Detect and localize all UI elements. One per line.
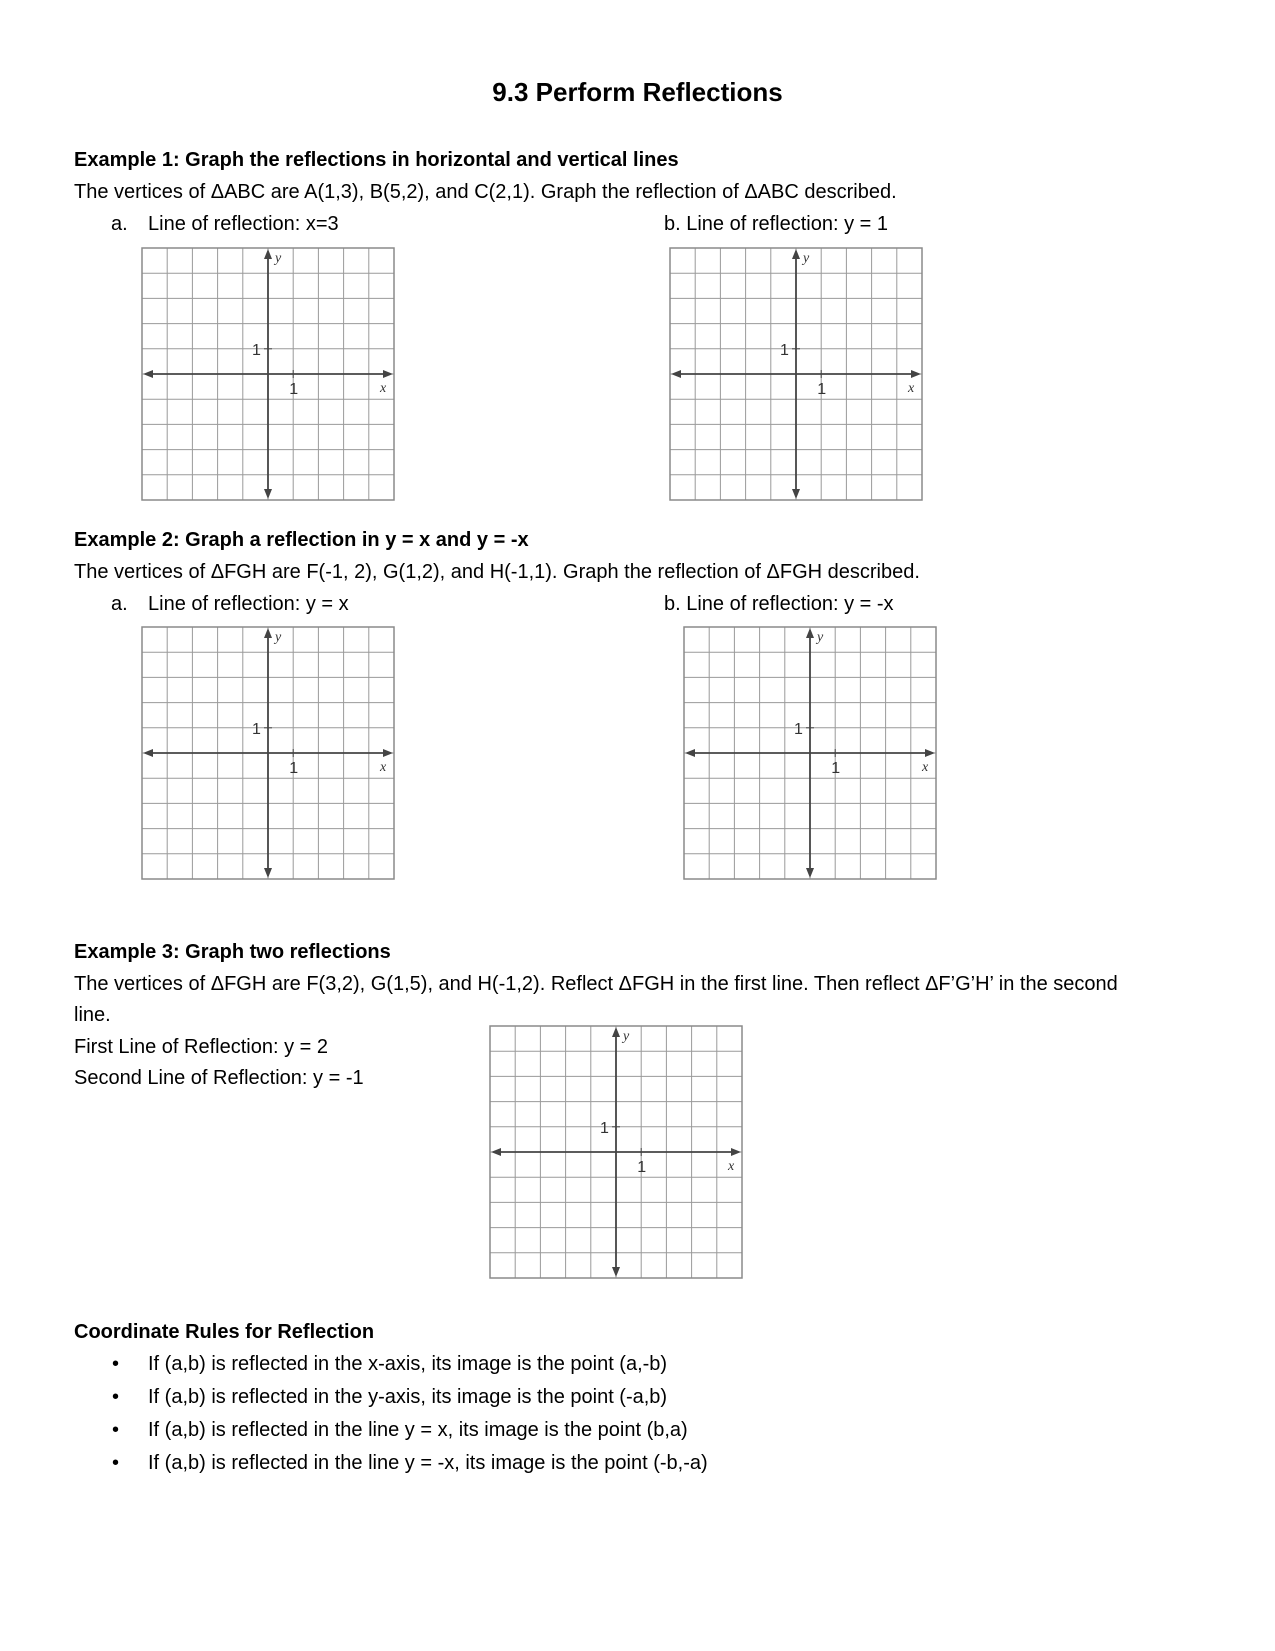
y-axis-label: y bbox=[803, 251, 810, 266]
x-axis-arrow-right-icon bbox=[383, 749, 393, 757]
example-3-text-line-2: line. bbox=[74, 1004, 111, 1026]
example-1-text: The vertices of ΔABC are A(1,3), B(5,2), and C(2,1). Graph the reflection of ΔABC described. bbox=[74, 181, 897, 203]
x-tick-label: 1 bbox=[831, 760, 841, 777]
coordinate-grid-1b[interactable] bbox=[670, 248, 922, 500]
x-axis-label: x bbox=[908, 381, 915, 396]
example-2-heading: Example 2: Graph a reflection in y = x and y = -x bbox=[74, 529, 529, 551]
example-2a-marker: a. bbox=[111, 593, 128, 615]
bullet-icon: • bbox=[112, 1452, 120, 1474]
rule-item-y-equals-neg-x: If (a,b) is reflected in the line y = -x, its image is the point (-b,-a) bbox=[148, 1452, 708, 1474]
x-axis-arrow-right-icon bbox=[911, 370, 921, 378]
rule-item-y-equals-x: If (a,b) is reflected in the line y = x, its image is the point (b,a) bbox=[148, 1419, 688, 1441]
x-tick-label: 1 bbox=[817, 381, 827, 398]
y-axis-arrow-down-icon bbox=[612, 1267, 620, 1277]
y-axis-arrow-up-icon bbox=[612, 1027, 620, 1037]
y-axis-arrow-down-icon bbox=[792, 489, 800, 499]
y-axis-arrow-down-icon bbox=[264, 868, 272, 878]
y-axis-label: y bbox=[817, 630, 824, 645]
y-tick-label: 1 bbox=[794, 720, 803, 738]
rule-item-y-axis: If (a,b) is reflected in the y-axis, its image is the point (-a,b) bbox=[148, 1386, 668, 1408]
x-tick-label: 1 bbox=[637, 1159, 647, 1176]
example-1a-label: Line of reflection: x=3 bbox=[148, 213, 339, 235]
x-axis-label: x bbox=[380, 760, 387, 775]
y-tick-label: 1 bbox=[252, 341, 261, 359]
example-2a-label: Line of reflection: y = x bbox=[148, 593, 349, 615]
coordinate-grid-3[interactable] bbox=[490, 1026, 742, 1278]
x-axis-label: x bbox=[380, 381, 387, 396]
y-tick-label: 1 bbox=[252, 720, 261, 738]
rule-item-x-axis: If (a,b) is reflected in the x-axis, its image is the point (a,-b) bbox=[148, 1353, 668, 1375]
y-axis-label: y bbox=[275, 251, 282, 266]
example-2-text: The vertices of ΔFGH are F(-1, 2), G(1,2), and H(-1,1). Graph the reflection of ΔFGH described. bbox=[74, 561, 920, 583]
y-axis-arrow-up-icon bbox=[264, 249, 272, 259]
example-1a-marker: a. bbox=[111, 213, 128, 235]
coordinate-grid-2a[interactable] bbox=[142, 627, 394, 879]
example-3-text-line-1: The vertices of ΔFGH are F(3,2), G(1,5), and H(-1,2). Reflect ΔFGH in the first line. Then reflect ΔF’G’H’ in the second bbox=[74, 973, 1118, 995]
y-axis-arrow-up-icon bbox=[792, 249, 800, 259]
example-1-heading: Example 1: Graph the reflections in horizontal and vertical lines bbox=[74, 149, 679, 171]
x-axis-arrow-right-icon bbox=[383, 370, 393, 378]
y-axis-arrow-up-icon bbox=[264, 628, 272, 638]
page-title: 9.3 Perform Reflections bbox=[492, 77, 783, 107]
y-axis-arrow-down-icon bbox=[264, 489, 272, 499]
y-axis-arrow-down-icon bbox=[806, 868, 814, 878]
x-tick-label: 1 bbox=[289, 381, 299, 398]
x-axis-arrow-left-icon bbox=[143, 370, 153, 378]
example-2b-label: b. Line of reflection: y = -x bbox=[664, 593, 894, 615]
x-axis-arrow-left-icon bbox=[685, 749, 695, 757]
y-tick-label: 1 bbox=[600, 1119, 609, 1137]
coordinate-grid-1a[interactable] bbox=[142, 248, 394, 500]
bullet-icon: • bbox=[112, 1386, 120, 1408]
first-line-of-reflection: First Line of Reflection: y = 2 bbox=[74, 1036, 329, 1058]
second-line-of-reflection: Second Line of Reflection: y = -1 bbox=[74, 1067, 364, 1089]
bullet-icon: • bbox=[112, 1419, 120, 1441]
x-axis-arrow-left-icon bbox=[491, 1148, 501, 1156]
y-axis-label: y bbox=[623, 1029, 630, 1044]
example-1b-label: b. Line of reflection: y = 1 bbox=[664, 213, 889, 235]
rules-heading: Coordinate Rules for Reflection bbox=[74, 1321, 375, 1343]
y-tick-label: 1 bbox=[780, 341, 789, 359]
coordinate-grid-2b[interactable] bbox=[684, 627, 936, 879]
y-axis-arrow-up-icon bbox=[806, 628, 814, 638]
x-axis-label: x bbox=[922, 760, 929, 775]
x-axis-arrow-left-icon bbox=[143, 749, 153, 757]
x-axis-arrow-right-icon bbox=[731, 1148, 741, 1156]
x-tick-label: 1 bbox=[289, 760, 299, 777]
bullet-icon: • bbox=[112, 1353, 120, 1375]
x-axis-arrow-right-icon bbox=[925, 749, 935, 757]
y-axis-label: y bbox=[275, 630, 282, 645]
example-3-heading: Example 3: Graph two reflections bbox=[74, 941, 391, 963]
x-axis-arrow-left-icon bbox=[671, 370, 681, 378]
x-axis-label: x bbox=[728, 1159, 735, 1174]
